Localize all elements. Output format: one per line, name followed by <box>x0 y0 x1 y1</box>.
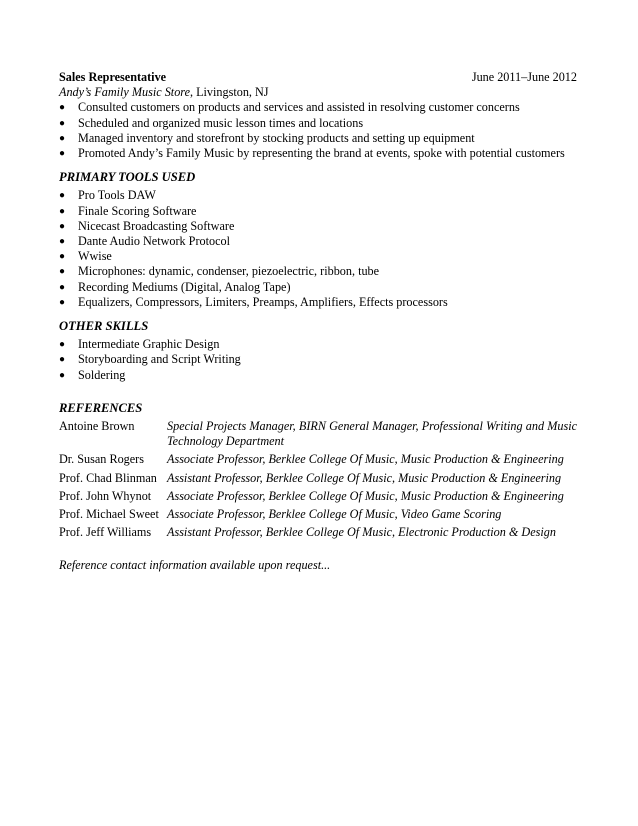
bullet-icon: ● <box>59 251 66 263</box>
bullet-icon: ● <box>59 266 66 278</box>
resume-content <box>59 70 577 574</box>
references-heading: REFERENCES <box>59 400 143 415</box>
reference-title: Associate Professor, Berklee College Of Music, Video Game Scoring <box>167 507 502 522</box>
job-duty-text: Promoted Andy’s Family Music by representing the brand at events, spoke with potential customers <box>78 146 565 161</box>
reference-row <box>59 525 577 540</box>
bullet-icon: ● <box>59 148 66 160</box>
reference-title: Assistant Professor, Berklee College Of Music, Music Production & Engineering <box>167 470 562 485</box>
references-closing-note: Reference contact information available upon request... <box>59 558 331 573</box>
reference-title: Associate Professor, Berklee College Of Music, Music Production & Engineering <box>167 452 564 467</box>
list-item <box>59 146 577 161</box>
reference-name: Antoine Brown <box>59 419 135 434</box>
bullet-icon: ● <box>59 190 66 202</box>
list-item <box>59 264 577 279</box>
reference-name: Prof. Jeff Williams <box>59 525 152 540</box>
job-duty-text: Scheduled and organized music lesson times and locations <box>78 115 364 130</box>
list-item <box>59 368 577 383</box>
bullet-icon: ● <box>59 354 66 366</box>
bullet-icon: ● <box>59 220 66 232</box>
skills-list <box>59 337 577 383</box>
tool-text: Dante Audio Network Protocol <box>78 234 230 249</box>
bullet-icon: ● <box>59 296 66 308</box>
job-company: Andy’s Family Music Store <box>59 85 190 100</box>
skill-text: Storyboarding and Script Writing <box>78 352 241 367</box>
job-location: , Livingston, NJ <box>190 85 269 100</box>
tools-heading: PRIMARY TOOLS USED <box>59 170 196 185</box>
bullet-icon: ● <box>59 132 66 144</box>
reference-row <box>59 419 577 449</box>
tool-text: Recording Mediums (Digital, Analog Tape) <box>78 279 291 294</box>
reference-title: Associate Professor, Berklee College Of Music, Music Production & Engineering <box>167 488 564 503</box>
list-item <box>59 204 577 219</box>
tool-text: Finale Scoring Software <box>78 203 197 218</box>
tool-text: Nicecast Broadcasting Software <box>78 218 235 233</box>
bullet-icon: ● <box>59 205 66 217</box>
reference-row <box>59 507 577 522</box>
references-list <box>59 419 577 540</box>
list-item <box>59 100 577 115</box>
reference-name: Prof. John Whynot <box>59 488 152 503</box>
reference-title: Assistant Professor, Berklee College Of Music, Electronic Production & Design <box>167 525 556 540</box>
reference-title: Special Projects Manager, BIRN General Manager, Professional Writing and Music Technology Department <box>167 419 577 449</box>
reference-row <box>59 489 577 504</box>
bullet-icon: ● <box>59 281 66 293</box>
tool-text: Microphones: dynamic, condenser, piezoelectric, ribbon, tube <box>78 264 380 279</box>
reference-name: Prof. Chad Blinman <box>59 470 157 485</box>
job-duty-text: Consulted customers on products and services and assisted in resolving customer concerns <box>78 100 520 115</box>
bullet-icon: ● <box>59 102 66 114</box>
job-employer <box>59 85 577 100</box>
tools-list <box>59 188 577 310</box>
tool-text: Wwise <box>78 249 112 264</box>
list-item <box>59 249 577 264</box>
list-item <box>59 234 577 249</box>
bullet-icon: ● <box>59 369 66 381</box>
bullet-icon: ● <box>59 236 66 248</box>
reference-row <box>59 471 577 486</box>
reference-name: Dr. Susan Rogers <box>59 452 144 467</box>
job-title: Sales Representative <box>59 70 167 84</box>
list-item <box>59 188 577 203</box>
list-item <box>59 219 577 234</box>
list-item <box>59 352 577 367</box>
job-duties-list <box>59 100 577 161</box>
skill-text: Soldering <box>78 367 126 382</box>
list-item <box>59 280 577 295</box>
job-duty-text: Managed inventory and storefront by stocking products and setting up equipment <box>78 130 475 145</box>
skill-text: Intermediate Graphic Design <box>78 337 220 352</box>
list-item <box>59 295 577 310</box>
bullet-icon: ● <box>59 339 66 351</box>
list-item <box>59 131 577 146</box>
tool-text: Pro Tools DAW <box>78 188 156 203</box>
reference-name: Prof. Michael Sweet <box>59 507 159 522</box>
reference-row <box>59 452 577 467</box>
job-dates: June 2011–June 2012 <box>471 70 577 84</box>
tool-text: Equalizers, Compressors, Limiters, Preamps, Amplifiers, Effects processors <box>78 294 448 309</box>
bullet-icon: ● <box>59 117 66 129</box>
job-header <box>59 70 577 85</box>
list-item <box>59 116 577 131</box>
skills-heading: OTHER SKILLS <box>59 319 149 334</box>
list-item <box>59 337 577 352</box>
